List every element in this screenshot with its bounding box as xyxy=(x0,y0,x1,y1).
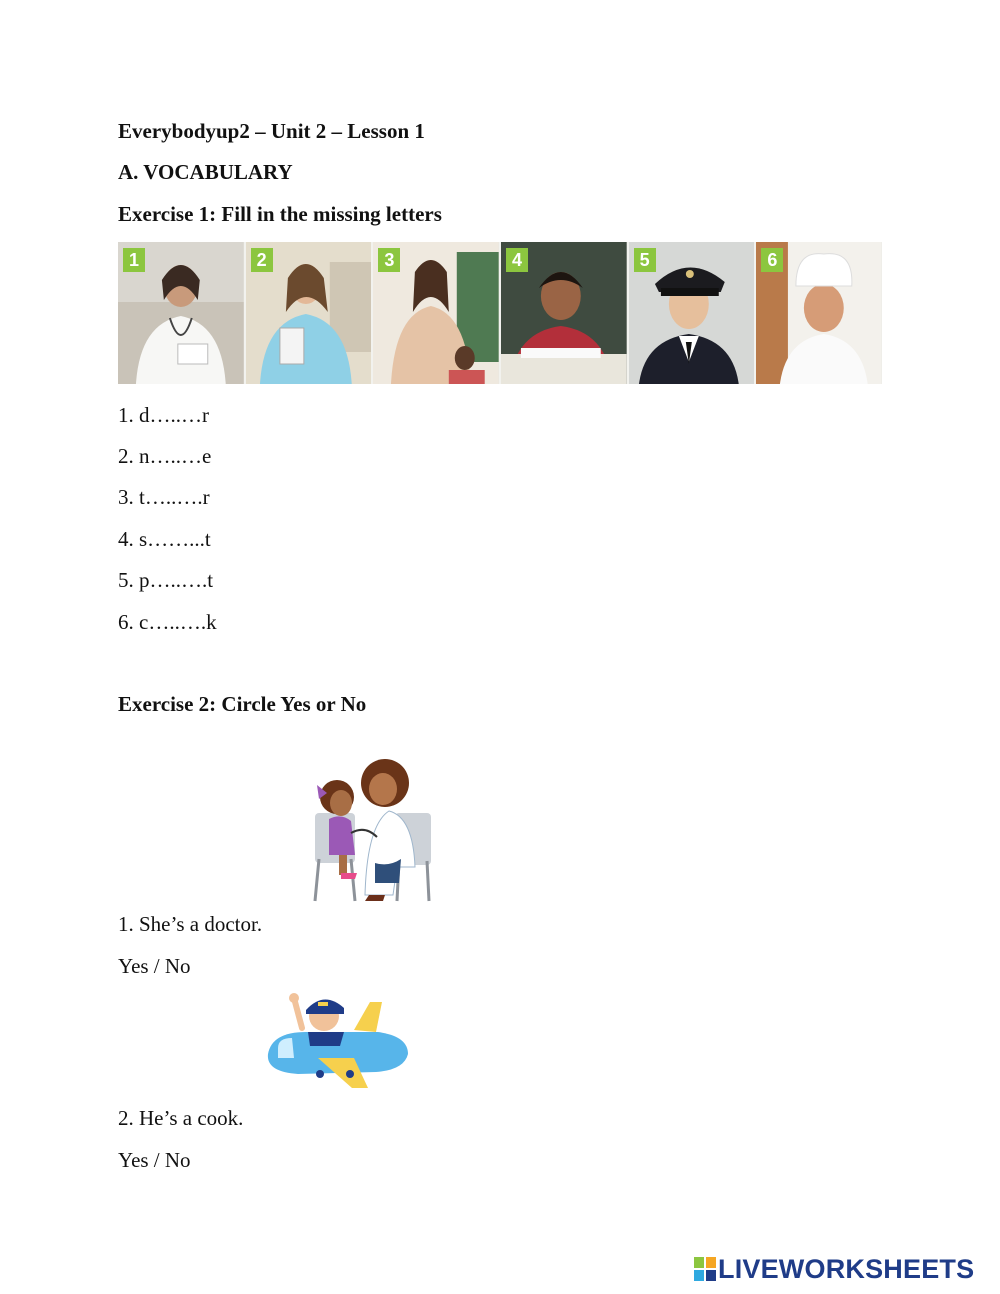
jobs-photo-strip xyxy=(118,242,882,384)
photo-student xyxy=(501,242,629,384)
photo-nurse xyxy=(246,242,374,384)
photo-pilot xyxy=(629,242,757,384)
liveworksheets-logo-icon xyxy=(694,1257,716,1281)
doctor-illustration xyxy=(305,755,440,903)
panel-number: 3 xyxy=(378,248,400,272)
panel-number: 5 xyxy=(634,248,656,272)
fill-item-5: 5. p…..….t xyxy=(118,568,214,592)
liveworksheets-logo xyxy=(694,1253,975,1284)
panel-number: 4 xyxy=(506,248,528,272)
liveworksheets-brand: LIVEWORKSHEETS xyxy=(718,1253,975,1284)
q2-yes-no[interactable]: Yes / No xyxy=(118,1148,191,1172)
worksheet-title: Everybodyup2 – Unit 2 – Lesson 1 xyxy=(118,119,425,143)
panel-number: 2 xyxy=(251,248,273,272)
panel-number: 6 xyxy=(761,248,783,272)
photo-cook xyxy=(756,242,882,384)
fill-item-1: 1. d…..…r xyxy=(118,403,209,427)
fill-item-2: 2. n…..…e xyxy=(118,444,212,468)
exercise1-title: Exercise 1: Fill in the missing letters xyxy=(118,202,442,226)
fill-item-3: 3. t…..….r xyxy=(118,485,210,509)
pilot-plane-illustration xyxy=(258,992,413,1090)
q1-yes-no[interactable]: Yes / No xyxy=(118,954,191,978)
exercise2-title: Exercise 2: Circle Yes or No xyxy=(118,692,367,716)
panel-number: 1 xyxy=(123,248,145,272)
fill-item-4: 4. s……...t xyxy=(118,527,211,551)
q1-sentence: 1. She’s a doctor. xyxy=(118,912,263,936)
section-heading: A. VOCABULARY xyxy=(118,160,293,184)
fill-item-6: 6. c…..….k xyxy=(118,610,217,634)
photo-teacher xyxy=(373,242,501,384)
photo-doctor xyxy=(118,242,246,384)
q2-sentence: 2. He’s a cook. xyxy=(118,1106,244,1130)
